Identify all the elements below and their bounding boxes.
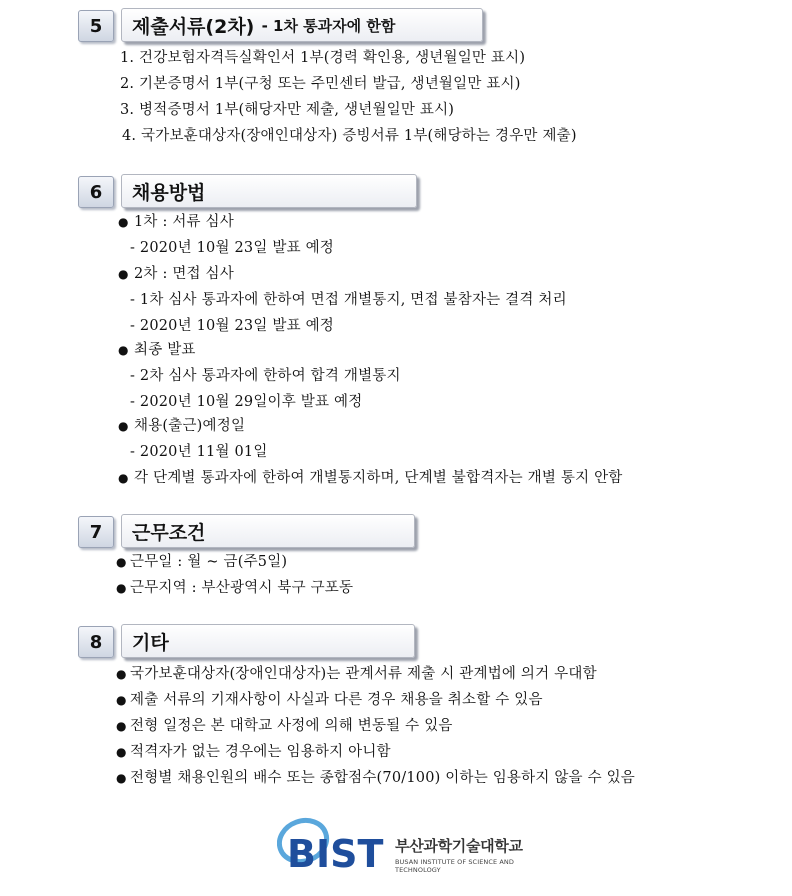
list-item: ● 각 단계별 통과자에 한하여 개별통지하며, 단계별 불합격자는 개별 통지 안함 — [118, 470, 623, 486]
section-title — [121, 174, 417, 208]
section-number: 6 — [78, 176, 114, 208]
section-number: 5 — [78, 10, 114, 42]
list-item: ● 근무일 : 월 ~ 금(주5일) — [116, 554, 288, 570]
bullet-icon: ● — [118, 343, 129, 357]
list-item: ● 적격자가 없는 경우에는 임용하지 아니함 — [116, 744, 391, 760]
list-item: ● 최종 발표 — [118, 342, 196, 358]
list-item: - 1차 심사 통과자에 한하여 면접 개별통지, 면접 불참자는 결격 처리 — [130, 292, 567, 308]
list-item: - 2020년 11월 01일 — [130, 444, 268, 460]
section-number: 7 — [78, 516, 114, 548]
section-title-text: 기타 — [132, 631, 169, 654]
list-item: ● 국가보훈대상자(장애인대상자)는 관계서류 제출 시 관계법에 의거 우대함 — [116, 666, 597, 682]
list-item: ● 채용(출근)예정일 — [118, 418, 246, 434]
bullet-icon: ● — [116, 667, 127, 681]
bullet-icon: ● — [116, 555, 127, 569]
list-item: 1. 건강보험자격득실확인서 1부(경력 확인용, 생년월일만 표시) — [120, 50, 526, 66]
list-item: ● 근무지역 : 부산광역시 북구 구포동 — [116, 580, 354, 596]
bullet-icon: ● — [116, 745, 127, 759]
section-title — [121, 624, 415, 658]
list-item: 3. 병적증명서 1부(해당자만 제출, 생년월일만 표시) — [120, 102, 455, 118]
logo-name-korean: 부산과학기술대학교 — [395, 837, 523, 855]
list-item: 4. 국가보훈대상자(장애인대상자) 증빙서류 1부(해당하는 경우만 제출) — [122, 128, 577, 144]
list-item: ● 1차 : 서류 심사 — [118, 214, 234, 230]
bullet-icon: ● — [116, 719, 127, 733]
section-title-text: 제출서류(2차) — [132, 15, 255, 38]
section-title-text: 근무조건 — [132, 521, 206, 544]
list-item: ● 전형별 채용인원의 배수 또는 종합점수(70/100) 이하는 임용하지 않을 수 있음 — [116, 770, 636, 786]
section-subtitle: - 1차 통과자에 한함 — [256, 16, 396, 35]
section-title — [121, 8, 483, 42]
bullet-icon: ● — [116, 771, 127, 785]
list-item: ● 전형 일정은 본 대학교 사정에 의해 변동될 수 있음 — [116, 718, 453, 734]
list-item: ● 2차 : 면접 심사 — [118, 266, 234, 282]
section-title — [121, 514, 415, 548]
bullet-icon: ● — [118, 471, 129, 485]
bullet-icon: ● — [118, 419, 129, 433]
section-number: 8 — [78, 626, 114, 658]
section-title-text: 채용방법 — [132, 181, 206, 204]
bist-logo-icon — [277, 815, 395, 873]
bullet-icon: ● — [118, 215, 129, 229]
bullet-icon: ● — [116, 581, 127, 595]
svg-text:BIST: BIST — [287, 832, 384, 873]
bullet-icon: ● — [118, 267, 129, 281]
list-item: 2. 기본증명서 1부(구청 또는 주민센터 발급, 생년월일만 표시) — [120, 76, 521, 92]
list-item: - 2020년 10월 23일 발표 예정 — [130, 240, 334, 256]
bullet-icon: ● — [116, 693, 127, 707]
university-logo — [277, 815, 537, 875]
list-item: - 2020년 10월 29일이후 발표 예정 — [130, 394, 363, 410]
logo-name-english: BUSAN INSTITUTE OF SCIENCE AND TECHNOLOGY — [395, 858, 514, 874]
list-item: - 2020년 10월 23일 발표 예정 — [130, 318, 334, 334]
list-item: - 2차 심사 통과자에 한하여 합격 개별통지 — [130, 368, 401, 384]
list-item: ● 제출 서류의 기재사항이 사실과 다른 경우 채용을 취소할 수 있음 — [116, 692, 543, 708]
